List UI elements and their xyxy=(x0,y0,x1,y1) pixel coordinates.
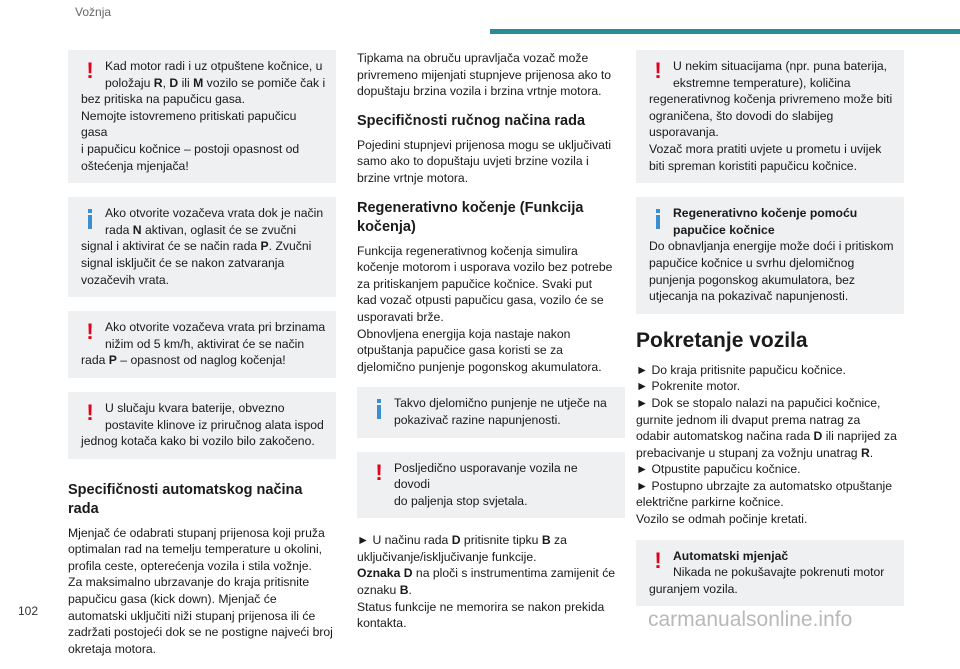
warning-icon: ! xyxy=(86,58,94,83)
warning-icon: ! xyxy=(375,459,383,485)
body-paragraph: Mjenjač će odabrati stupanj prijenosa koji pruža optimalan rad na temelju temperature u okolini, profila ceste, opterećenja vozila i stila vožnje. Za maksimalno ubrzavanje do kraja pritisnite papučicu gasa (kick down). Mjenjač će automatski uključiti niži stupanj prijenosa ili će zadržati postojeći dok se ne postigne najveći broj okretaja motora. xyxy=(68,525,333,656)
warning-box: ! Automatski mjenjač Nikada ne pokušavajte pokrenuti motor guranjem vozila. xyxy=(636,540,904,607)
body-paragraph: Pojedini stupnjevi prijenosa mogu se uključivati samo ako to dopuštaju uvjeti brzine vozila i brzine vrtnje motora. xyxy=(357,137,612,185)
warning-icon: ! xyxy=(654,547,662,573)
warning-box: ! Kad motor radi i uz otpuštene kočnice, u položaju R, D ili M vozilo se pomiče čak i bez pritiska na papučicu gasa. Nemojte istovremeno pritiskati papučicu gasa i papučicu kočnice – postoji opasnost od oštećenja mjenjača! xyxy=(68,50,336,183)
body-paragraph: Tipkama na obruču upravljača vozač može privremeno mijenjati stupnjeve prijenosa ako to dopuštaju brzina vozila i brzina vrtnje motora. xyxy=(357,51,612,99)
warning-box: ! U nekim situacijama (npr. puna baterija, ekstremne temperature), količina regenerativnog kočenja privremeno može biti ograničena, što dovodi do slabijeg usporavanja. Vozač mora pratiti uvjete u prometu i uvijek biti spreman koristiti papučicu kočnice. xyxy=(636,50,904,183)
column-2 xyxy=(357,50,625,644)
warning-box: ! U slučaju kvara baterije, obvezno postavite klinove iz priručnog alata ispod jednog kotača kako bi vozilo bilo zakočeno. xyxy=(68,392,336,459)
section-title: Pokretanje vozila xyxy=(636,328,808,352)
info-icon xyxy=(370,397,388,419)
watermark: carmanualsonline.info xyxy=(648,608,853,631)
info-icon xyxy=(81,207,99,229)
warning-box: ! Posljedično usporavanje vozila ne dovodi do paljenja stop svjetala. xyxy=(357,452,625,519)
body-paragraph: ► Do kraja pritisnite papučicu kočnice. ► Pokrenite motor. ► Dok se stopalo nalazi na papučici kočnice, gurnite jednom ili dvaput prema natrag za odabir automatskog načina rada D ili naprijed za prebacivanje u stupanj za vožnju unatrag R. ► Otpustite papučicu kočnice. ► Postupno ubrzajte za automatsko otpuštanje električne parkirne kočnice. Vozilo se odmah počinje kretati. xyxy=(636,362,897,527)
info-box: Takvo djelomično punjenje ne utječe na pokazivač razine napunjenosti. xyxy=(357,387,625,437)
warning-icon: ! xyxy=(86,399,94,425)
section-heading: Specifičnosti ručnog načina rada xyxy=(357,112,586,129)
section-heading: Regenerativno kočenje (Funkcija kočenja) xyxy=(357,199,584,235)
warning-box: ! Ako otvorite vozačeva vrata pri brzinama nižim od 5 km/h, aktivirat će se način rada P – opasnost od naglog kočenja! xyxy=(68,311,336,378)
info-icon xyxy=(649,207,667,229)
column-3 xyxy=(636,50,904,620)
warning-icon: ! xyxy=(86,319,94,345)
running-header: Vožnja xyxy=(75,5,112,19)
column-1 xyxy=(68,50,336,669)
warning-icon: ! xyxy=(654,58,662,83)
info-box: Regenerativno kočenje pomoću papučice kočnice Do obnavljanja energije može doći i pritiskom papučice kočnice u svrhu djelomičnog punjenja pogonskog akumulatora, bez utjecanja na pokazivač napunjenosti. xyxy=(636,197,904,314)
page-number: 102 xyxy=(18,604,39,618)
info-box: Ako otvorite vozačeva vrata dok je način rada N aktivan, oglasit će se zvučni signal i aktivirat će se način rada P. Zvučni signal isključit će se nakon zatvaranja vozačevih vrata. xyxy=(68,197,336,297)
body-paragraph: ► U načinu rada D pritisnite tipku B za uključivanje/isključivanje funkcije. Oznaka D na ploči s instrumentima zamijenit će oznaku B. Status funkcije ne memorira se nakon prekida kontakta. xyxy=(357,533,616,631)
header-accent-bar xyxy=(490,29,960,34)
section-heading: Specifičnosti automatskog načina rada xyxy=(68,481,303,517)
body-paragraph: Funkcija regenerativnog kočenja simulira kočenje motorom i usporava vozilo bez potrebe za pritiskanjem papučice kočnice. Svaki put kad vozač otpusti papučicu gasa, vozilo će se usporavati brže. Obnovljena energija koja nastaje nakon otpuštanja papučice gasa koristi se za djelomično punjenje pogonskog akumulatora. xyxy=(357,243,613,374)
